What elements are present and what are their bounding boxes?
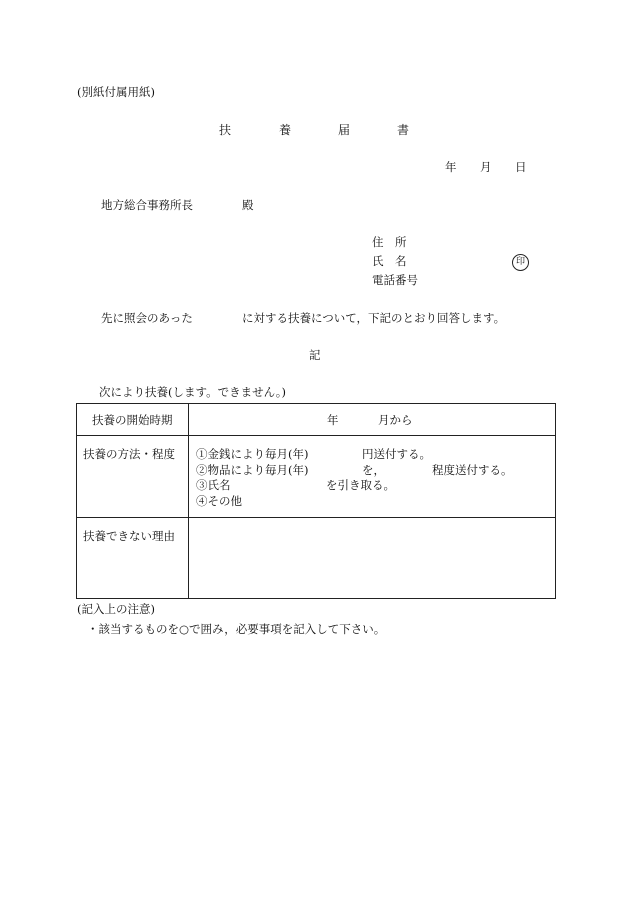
method-label: 扶養の方法・程度 bbox=[83, 447, 175, 461]
choice-line: 次により扶養(します。できません。) bbox=[99, 385, 286, 399]
notes-heading: (記入上の注意) bbox=[77, 602, 155, 616]
date-month: 月 bbox=[480, 160, 492, 174]
title-char-3: 届 bbox=[338, 123, 351, 137]
table-row-divider-2 bbox=[77, 517, 555, 518]
seal-stamp bbox=[512, 254, 529, 271]
stamp-mark: 印 bbox=[512, 254, 529, 271]
method-goods: ②物品により毎月(年) bbox=[196, 463, 309, 477]
addressee-honorific: 殿 bbox=[242, 198, 254, 212]
start-month: 月から bbox=[378, 413, 413, 427]
method-takein-name: ③氏名 bbox=[196, 478, 231, 492]
ki-heading: 記 bbox=[309, 348, 321, 362]
reason-label: 扶養できない理由 bbox=[83, 529, 175, 543]
date-day: 日 bbox=[515, 160, 527, 174]
name-label: 氏 名 bbox=[372, 254, 407, 268]
table-column-divider bbox=[188, 404, 189, 598]
notes-item: ・該当するものを○で囲み，必要事項を記入して下さい。 bbox=[87, 622, 386, 636]
method-other: ④その他 bbox=[196, 494, 242, 508]
title-char-2: 養 bbox=[279, 123, 292, 137]
method-cash: ①金銭により毎月(年) bbox=[196, 447, 309, 461]
method-cash-suffix: 円送付する。 bbox=[362, 447, 431, 461]
address-label: 住 所 bbox=[372, 235, 407, 249]
table-row-divider-1 bbox=[77, 435, 555, 436]
start-time-label: 扶養の開始時期 bbox=[92, 413, 173, 427]
method-goods-suffix: 程度送付する。 bbox=[432, 463, 513, 477]
intro-part-1: 先に照会のあった bbox=[101, 311, 193, 325]
phone-label: 電話番号 bbox=[372, 273, 418, 287]
date-year: 年 bbox=[445, 160, 457, 174]
addressee-office: 地方総合事務所長 bbox=[101, 198, 193, 212]
support-table bbox=[76, 403, 556, 599]
title-char-1: 扶 bbox=[219, 123, 232, 137]
start-year: 年 bbox=[327, 413, 339, 427]
title-char-4: 書 bbox=[397, 123, 410, 137]
attachment-label: (別紙付属用紙) bbox=[77, 85, 155, 99]
intro-part-2: に対する扶養について，下記のとおり回答します。 bbox=[242, 311, 506, 325]
method-goods-mid: を， bbox=[362, 463, 385, 477]
method-takein-suffix: を引き取る。 bbox=[326, 478, 395, 492]
